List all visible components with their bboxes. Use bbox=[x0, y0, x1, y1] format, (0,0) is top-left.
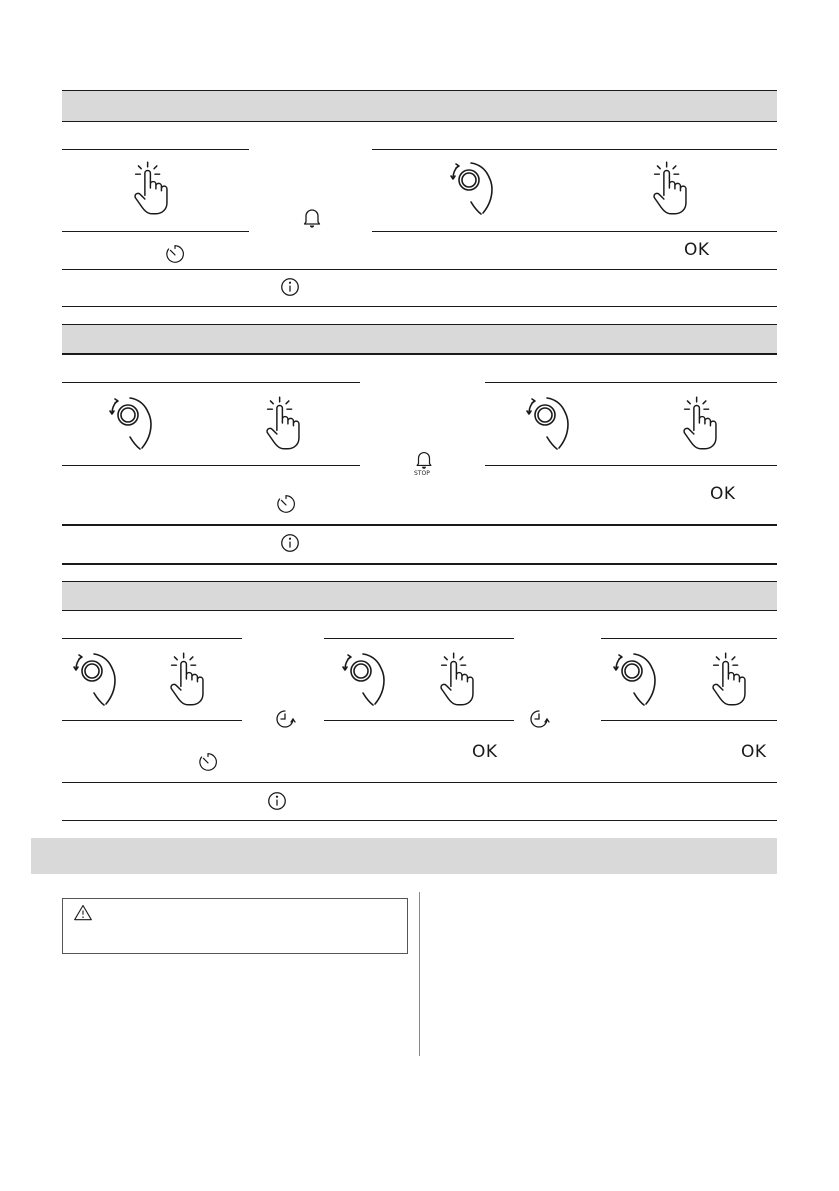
divider bbox=[62, 306, 777, 307]
divider bbox=[62, 581, 777, 582]
tap-finger-icon bbox=[168, 649, 214, 709]
warning-triangle-icon bbox=[73, 903, 93, 923]
divider bbox=[62, 465, 360, 466]
tap-finger-icon bbox=[264, 393, 310, 453]
info-icon bbox=[266, 790, 288, 812]
ok-button-label[interactable]: OK bbox=[710, 484, 736, 504]
divider bbox=[62, 382, 360, 383]
turn-knob-icon bbox=[525, 392, 575, 452]
turn-knob-icon bbox=[449, 157, 499, 217]
warning-box bbox=[62, 898, 408, 954]
column-divider bbox=[419, 892, 420, 1056]
timer-icon[interactable] bbox=[197, 751, 219, 773]
turn-knob-icon bbox=[108, 392, 158, 452]
section-4-header-bar bbox=[31, 838, 777, 874]
divider bbox=[62, 524, 777, 526]
tap-finger-icon bbox=[651, 158, 697, 218]
ok-button-label[interactable]: OK bbox=[684, 240, 710, 260]
section-2-header-bar bbox=[62, 325, 777, 353]
divider bbox=[372, 231, 777, 232]
ok-button-label[interactable]: OK bbox=[741, 742, 767, 762]
info-icon bbox=[279, 532, 301, 554]
tap-finger-icon bbox=[681, 393, 727, 453]
divider bbox=[372, 149, 777, 150]
delayed-start-icon bbox=[273, 707, 297, 731]
bell-icon bbox=[300, 205, 324, 229]
tap-finger-icon bbox=[132, 158, 178, 218]
divider bbox=[62, 638, 242, 639]
section-3-header-bar bbox=[62, 582, 777, 610]
divider bbox=[62, 820, 777, 821]
divider bbox=[62, 231, 249, 232]
section-1-header-bar bbox=[62, 91, 777, 121]
bell-stop-icon bbox=[413, 448, 435, 470]
divider bbox=[62, 782, 777, 783]
divider bbox=[324, 720, 514, 721]
divider bbox=[485, 465, 777, 466]
divider bbox=[62, 324, 777, 325]
divider bbox=[601, 638, 777, 639]
delayed-start-icon bbox=[527, 707, 551, 731]
divider bbox=[62, 610, 777, 611]
divider bbox=[62, 149, 249, 150]
tap-finger-icon bbox=[710, 649, 756, 709]
stop-label: STOP bbox=[414, 470, 430, 477]
tap-finger-icon bbox=[438, 649, 484, 709]
divider bbox=[62, 90, 777, 91]
divider bbox=[485, 382, 777, 383]
ok-button-label[interactable]: OK bbox=[472, 742, 498, 762]
timer-icon[interactable] bbox=[275, 493, 297, 515]
divider bbox=[62, 121, 777, 122]
turn-knob-icon bbox=[341, 648, 391, 708]
turn-knob-icon bbox=[612, 648, 662, 708]
divider bbox=[62, 353, 777, 355]
timer-icon[interactable] bbox=[164, 243, 186, 265]
divider bbox=[62, 563, 777, 565]
turn-knob-icon bbox=[72, 648, 122, 708]
divider bbox=[62, 720, 242, 721]
info-icon bbox=[279, 276, 301, 298]
divider bbox=[62, 269, 777, 270]
divider bbox=[601, 720, 777, 721]
divider bbox=[324, 638, 514, 639]
